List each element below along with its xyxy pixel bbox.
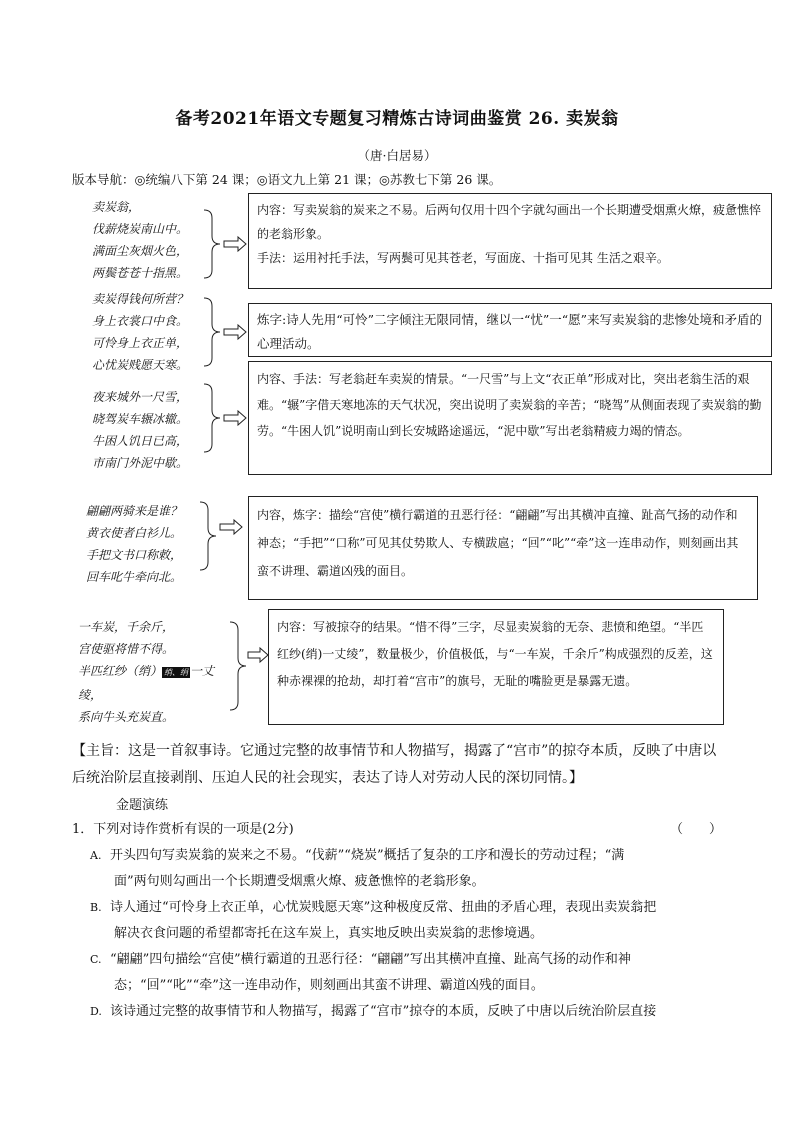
poem-line: 满面尘灰烟火色， xyxy=(92,244,189,258)
note-box-2 xyxy=(248,303,772,357)
question-text: 1．下列对诗作赏析有误的一项是(2分) xyxy=(72,822,294,837)
option-a xyxy=(72,843,722,895)
brace-arrow-1 xyxy=(200,208,250,280)
practice-heading: 金题演练 xyxy=(116,798,169,813)
poem-line-part: 一丈 xyxy=(190,664,215,678)
question-stem xyxy=(72,818,722,837)
poem-line: 绫， xyxy=(78,688,103,702)
poem-line: 黄衣使者白衫儿。 xyxy=(86,526,183,540)
poem-stanza-5 xyxy=(78,616,238,728)
option-label: A. xyxy=(90,849,102,862)
note-box-4 xyxy=(248,496,758,600)
poem-line: 身上衣裳口中食。 xyxy=(92,314,189,328)
poem-line: 回车叱牛牵向北。 xyxy=(86,570,183,584)
option-text: 态；“回”“叱”“牵”这一连串动作，则刻画出其蛮不讲理、霸道凶残的面目。 xyxy=(114,978,544,993)
poem-line xyxy=(78,660,238,684)
poem-stanza-1 xyxy=(92,196,188,284)
note-box-5 xyxy=(268,609,724,725)
author-line: （唐·白居易） xyxy=(357,148,437,163)
brace-arrow-5 xyxy=(226,620,270,712)
poem-line: 伐薪烧炭南山中。 xyxy=(92,222,189,236)
option-label: B. xyxy=(90,901,102,914)
note-text: 内容、手法：写老翁赶车卖炭的情景。“一尺雪”与上文“衣正单”形成对比，突出老翁生活的艰难。“辗”字借天寒地冻的天气状况，突出说明了卖炭翁的辛苦；“晓驾”从侧面表现了卖炭翁的勤劳。“牛困人饥”说明南山到长安城路途遥远，“泥中歇”写出老翁精疲力竭的情态。 xyxy=(257,372,762,438)
poem-line: 翩翩两骑来是谁？ xyxy=(86,504,183,518)
option-text: 诗人通过“可怜身上衣正单，心忧炭贱愿天寒”这种极度反常、扭曲的矛盾心理，表现出卖炭翁把 xyxy=(110,900,657,915)
poem-stanza-4 xyxy=(86,500,182,588)
poem-stanza-3 xyxy=(92,386,188,474)
brace-arrow-3 xyxy=(200,382,250,454)
poem-stanza-2 xyxy=(92,288,188,376)
poem-line-part: 半匹红纱（绡） xyxy=(78,664,163,678)
brace-arrow-4 xyxy=(196,500,250,572)
option-text: 解决衣食问题的希望都寄托在这车炭上，真实地反映出卖炭翁的悲惨境遇。 xyxy=(114,926,544,941)
poem-line: 卖炭翁， xyxy=(92,200,141,214)
version-nav: 版本导航：◎统编八下第 24 课；◎语文九上第 21 课；◎苏教七下第 26 课。 xyxy=(72,172,502,187)
option-b xyxy=(72,895,722,947)
answer-blank: （ ） xyxy=(669,822,722,837)
option-d xyxy=(72,999,722,1025)
poem-line: 晓驾炭车辗冰辙。 xyxy=(92,412,189,426)
poem-line: 系向牛头充炭直。 xyxy=(78,710,175,724)
option-text: “翩翩”四句描绘“宫使”横行霸道的丑恶行径：“翩翩”写出其横冲直撞、趾高气扬的动作和神 xyxy=(110,952,631,967)
highlight-text: 绡、绢 xyxy=(164,668,189,677)
poem-line: 夜来城外一尺雪， xyxy=(92,390,189,404)
note-box-1 xyxy=(248,193,772,289)
note-text: 内容：写被掠夺的结果。“惜不得”三字，尽显卖炭翁的无奈、悲愤和绝望。“半匹红纱(绡)一丈绫”，数量极少，价值极低，与“一车炭，千余斤”构成强烈的反差，这种赤裸裸的抢劫，却打着“宫市”的旗号，无耻的嘴脸更是暴露无遗。 xyxy=(277,620,713,688)
poem-line: 一车炭，千余斤， xyxy=(78,620,175,634)
note-text: 内容，炼字：描绘“宫使”横行霸道的丑恶行径：“翩翩”写出其横冲直撞、趾高气扬的动作和神态；“手把”“口称”可见其仗势欺人、专横跋扈；“回”“叱”“牵”这一连串动作，则刻画出其蛮不讲理、霸道凶残的面目。 xyxy=(257,508,739,578)
brace-arrow-2 xyxy=(200,296,250,368)
option-label: C. xyxy=(90,953,102,966)
option-label: D. xyxy=(90,1005,102,1018)
poem-line: 市南门外泥中歇。 xyxy=(92,456,189,470)
option-text: 开头四句写卖炭翁的炭来之不易。“伐薪”“烧炭”概括了复杂的工序和漫长的劳动过程；“满 xyxy=(110,848,625,863)
note-text: 炼字:诗人先用“可怜”二字倾注无限同情，继以一“忧”一“愿”来写卖炭翁的悲惨处境和矛盾的心理活动。 xyxy=(257,312,763,351)
page-title: 备考2021年语文专题复习精炼古诗词曲鉴赏 26. 卖炭翁 xyxy=(175,109,619,129)
poem-line: 手把文书口称敕， xyxy=(86,548,183,562)
note-text: 手法：运用衬托手法，写两鬓可见其苍老，写面庞、十指可见其 生活之艰辛。 xyxy=(257,251,669,265)
poem-line: 卖炭得钱何所营？ xyxy=(92,292,189,306)
option-text: 该诗通过完整的故事情节和人物描写，揭露了“宫市”掠夺的本质，反映了中唐以后统治阶层直接 xyxy=(110,1004,657,1019)
option-text: 面”两句则勾画出一个长期遭受烟熏火燎、疲惫憔悴的老翁形象。 xyxy=(114,874,485,889)
note-text: 内容：写卖炭翁的炭来之不易。后两句仅用十四个字就勾画出一个长期遭受烟熏火燎，疲惫憔悴的老翁形象。 xyxy=(257,203,762,241)
poem-line: 宫使驱将惜不得。 xyxy=(78,642,175,656)
poem-line: 两鬓苍苍十指黑。 xyxy=(92,266,189,280)
note-box-3 xyxy=(248,361,772,475)
poem-line: 心忧炭贱愿天寒。 xyxy=(92,358,189,372)
theme-summary: 【主旨：这是一首叙事诗。它通过完整的故事情节和人物描写，揭露了“宫市”的掠夺本质，反映了中唐以后统治阶层直接剥削、压迫人民的社会现实，表达了诗人对劳动人民的深切同情。】 xyxy=(72,743,717,786)
option-c xyxy=(72,947,722,999)
poem-line: 牛困人饥日已高， xyxy=(92,434,189,448)
poem-line: 可怜身上衣正单， xyxy=(92,336,189,350)
